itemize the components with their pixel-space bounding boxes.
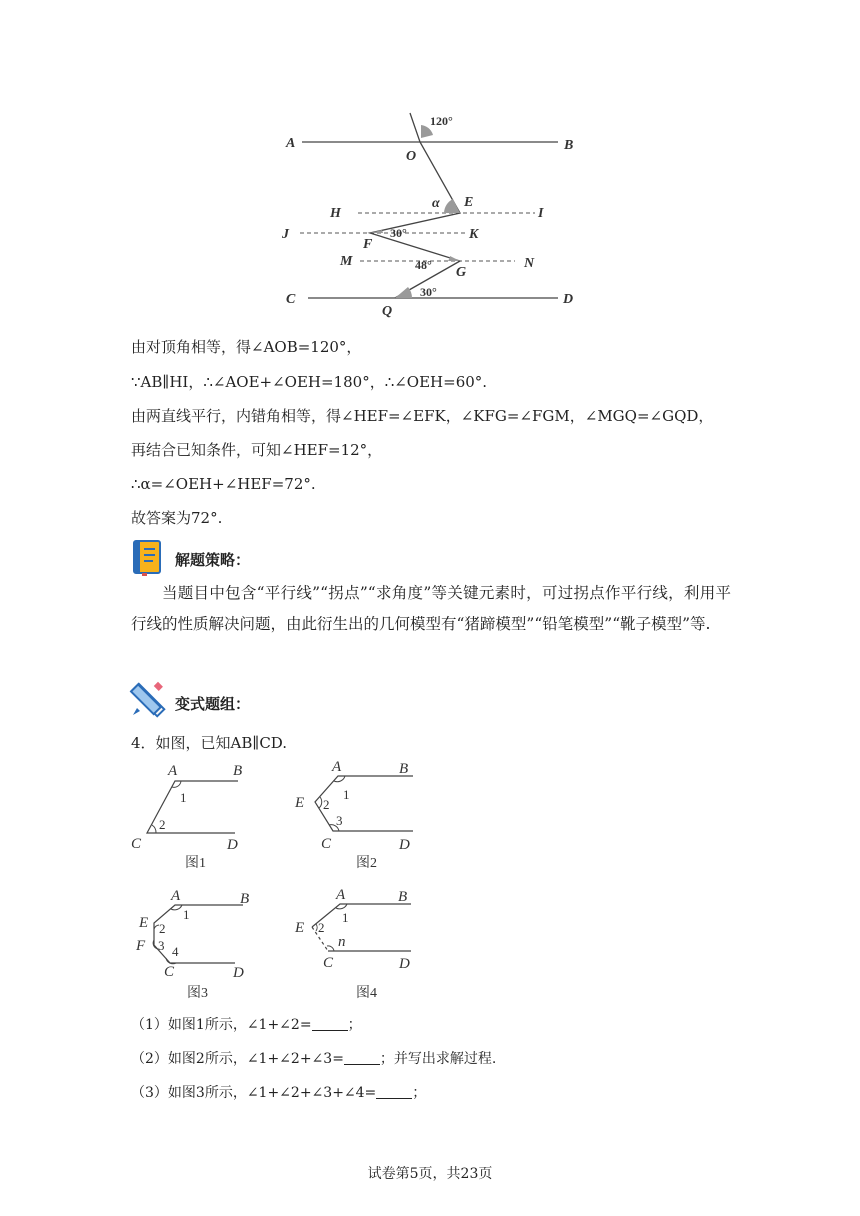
problem-4-stem: 4．如图，已知AB∥CD.	[131, 734, 288, 752]
angle-30-f: 30°	[390, 226, 407, 240]
solution-line-4: 再结合已知条件，可知∠HEF=12°，	[131, 441, 383, 459]
fig3-angle-1: 1	[183, 907, 190, 922]
fig3-label-D: D	[233, 965, 244, 981]
angle-48: 48°	[415, 258, 432, 272]
fig4-label-D: D	[399, 956, 410, 972]
fig1-caption: 图1	[185, 856, 206, 871]
fig2-label-E: E	[295, 795, 305, 811]
fig4-caption: 图4	[356, 986, 377, 1001]
fig2-angle-3: 3	[336, 813, 343, 828]
strategy-text: 当题目中包含“平行线”“拐点”“求角度”等关键元素时，可过拐点作平行线，利用平行线的性质解决问题，由此衍生出的几何模型有“猪蹄模型”“铅笔模型”“靴子模型”等.	[131, 584, 731, 633]
question-2-text: （2）如图2所示，∠1+∠2+∠3=	[131, 1051, 344, 1067]
fig1-label-D: D	[227, 837, 238, 853]
problem-4-figures	[125, 755, 425, 1005]
fig2-label-D: D	[399, 837, 410, 853]
question-3-end: ；	[412, 1085, 427, 1101]
fig2-label-C: C	[321, 836, 332, 852]
solution-line-6: 故答案为72°.	[131, 509, 223, 527]
label-E: E	[464, 195, 474, 210]
label-G: G	[456, 265, 467, 280]
question-2-end: ；并写出求解过程.	[379, 1051, 497, 1067]
fig1-label-B: B	[233, 763, 243, 779]
label-J: J	[282, 227, 289, 242]
fig4-angle-2: 2	[318, 920, 325, 935]
question-1-end: ；	[347, 1017, 362, 1033]
solution-line-5: ∴α=∠OEH+∠HEF=72°.	[131, 475, 316, 493]
question-1-text: （1）如图1所示，∠1+∠2=	[131, 1017, 312, 1033]
question-3	[131, 1083, 426, 1103]
fig3-label-E: E	[139, 915, 149, 931]
fig3-angle-3: 3	[158, 938, 165, 953]
fig4-label-C: C	[323, 955, 334, 971]
fig3-label-A: A	[171, 888, 181, 904]
fig1-angle-1: 1	[180, 790, 187, 805]
solution-line-2: ∵AB∥HI，∴∠AOE+∠OEH=180°，∴∠OEH=60°.	[131, 373, 488, 391]
fig4-label-E: E	[295, 920, 305, 936]
answer-blank-3[interactable]	[376, 1084, 412, 1099]
solution-line-3: 由两直线平行，内错角相等，得∠HEF=∠EFK，∠KFG=∠FGM，∠MGQ=∠GQD，	[131, 407, 714, 425]
fig3-label-F: F	[136, 938, 146, 954]
ruler-pencil-icon	[128, 680, 168, 720]
fig2-angle-1: 1	[343, 787, 350, 802]
fig3-caption: 图3	[187, 986, 208, 1001]
question-2	[131, 1049, 496, 1069]
fig2-label-B: B	[399, 761, 409, 777]
notebook-icon	[131, 540, 163, 576]
solution-line-1: 由对顶角相等，得∠AOB=120°，	[131, 338, 362, 356]
label-O: O	[406, 149, 417, 164]
parallel-lines-figure	[280, 105, 600, 320]
label-F: F	[363, 237, 373, 252]
question-3-text: （3）如图3所示，∠1+∠2+∠3+∠4=	[131, 1085, 377, 1101]
label-B: B	[564, 138, 574, 153]
fig1-label-A: A	[168, 763, 178, 779]
fig1-angle-2: 2	[159, 817, 166, 832]
label-I: I	[538, 206, 544, 221]
fig2-angle-2: 2	[323, 797, 330, 812]
answer-blank-2[interactable]	[344, 1050, 380, 1065]
fig3-angle-2: 2	[159, 921, 166, 936]
label-A: A	[286, 136, 296, 151]
fig3-angle-4: 4	[172, 944, 179, 959]
angle-120: 120°	[430, 114, 453, 128]
label-N: N	[524, 256, 535, 271]
fig2-caption: 图2	[356, 856, 377, 871]
fig4-label-B: B	[398, 889, 408, 905]
label-Q: Q	[382, 304, 393, 319]
fig4-label-A: A	[336, 887, 346, 903]
fig3-label-B: B	[240, 891, 250, 907]
page-footer: 试卷第5页，共23页	[367, 1166, 493, 1182]
fig2-label-A: A	[332, 759, 342, 775]
answer-blank-1[interactable]	[312, 1016, 348, 1031]
fig4-angle-n: n	[338, 934, 346, 950]
label-M: M	[340, 254, 353, 269]
fig3-label-C: C	[164, 964, 175, 980]
label-D: D	[563, 292, 574, 307]
label-alpha: α	[432, 196, 440, 211]
label-K: K	[469, 227, 479, 242]
label-C: C	[286, 292, 296, 307]
variants-title: 变式题组：	[175, 695, 251, 713]
fig4-angle-1: 1	[342, 910, 349, 925]
fig1-label-C: C	[131, 836, 142, 852]
label-H: H	[330, 206, 341, 221]
strategy-title: 解题策略：	[175, 551, 251, 569]
angle-30-q: 30°	[420, 285, 437, 299]
question-1	[131, 1015, 362, 1035]
